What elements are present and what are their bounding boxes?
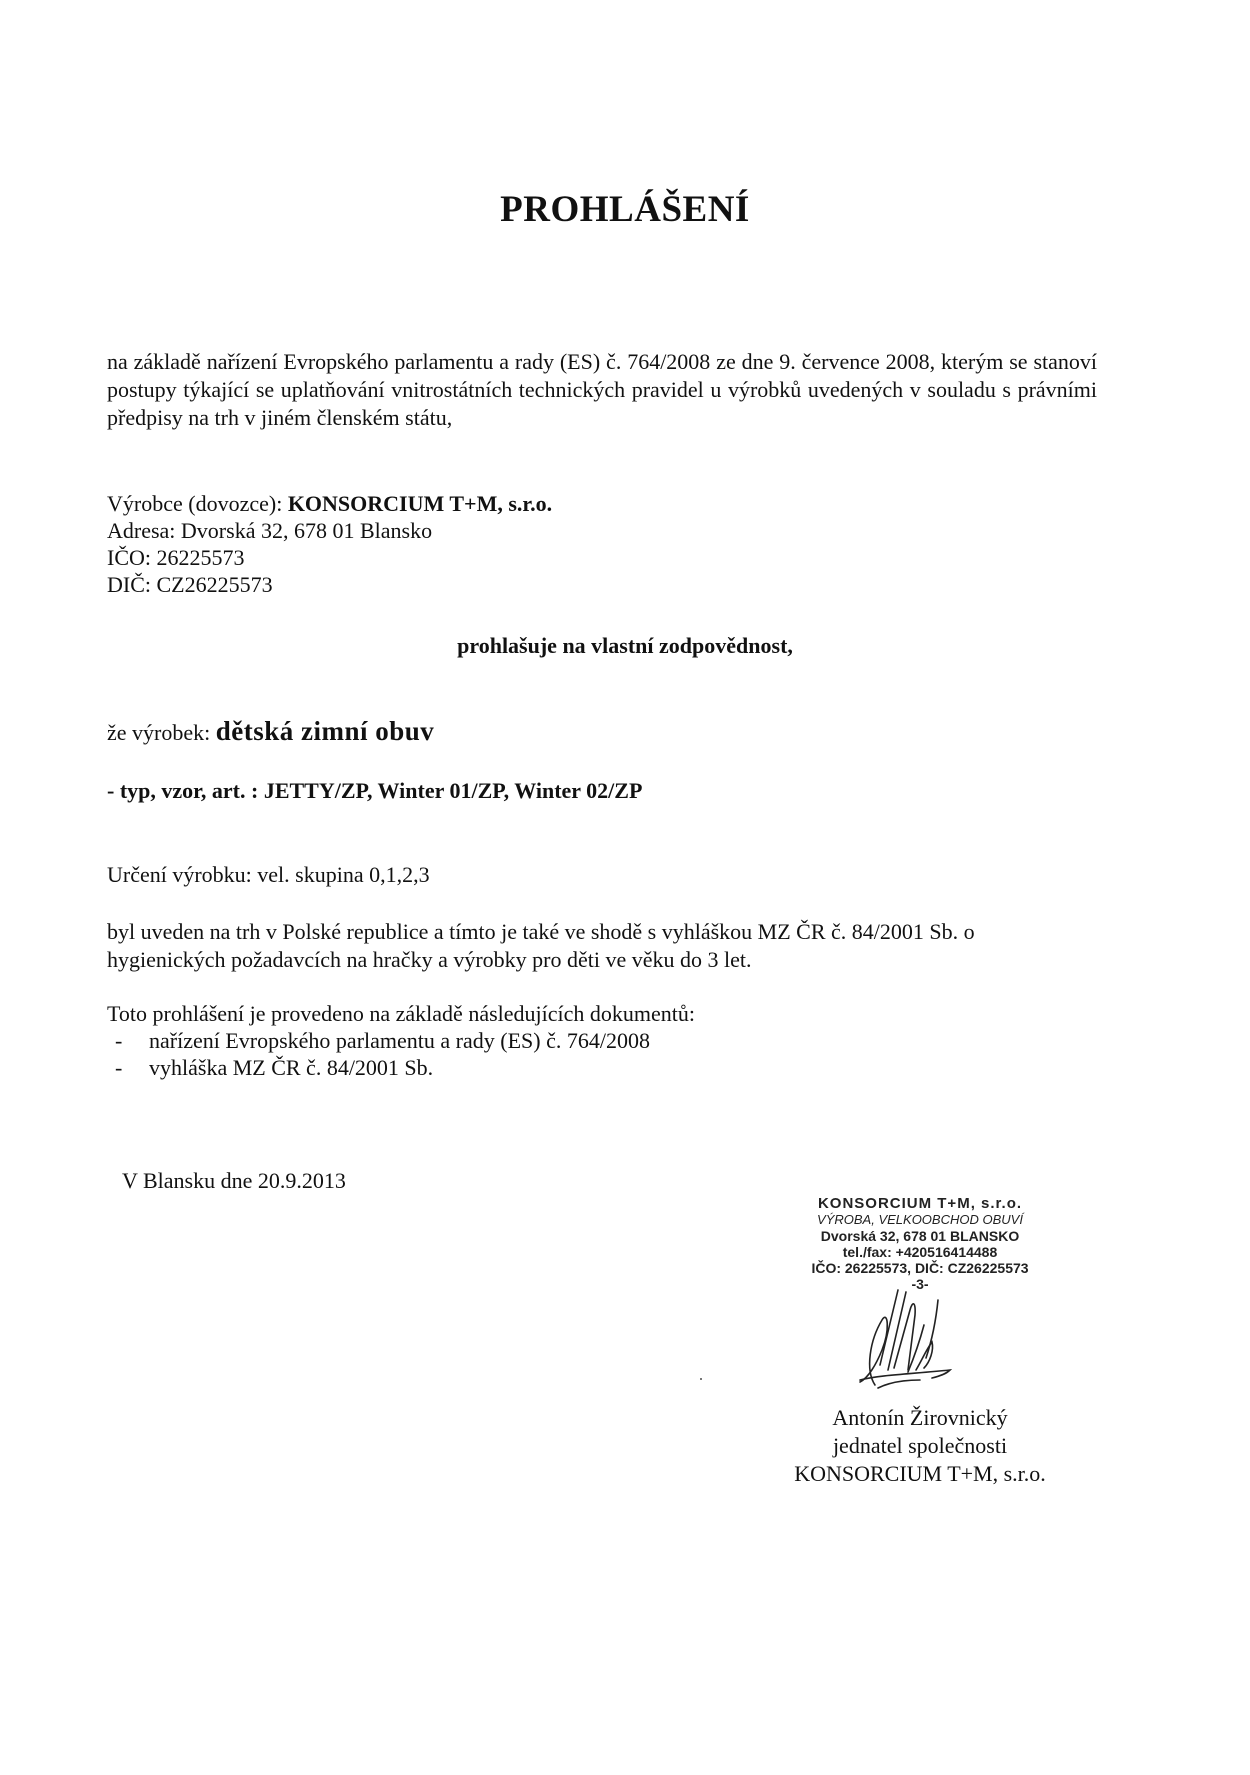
type-row [107, 778, 642, 804]
list-item: - nařízení Evropského parlamentu a rady (ES) č. 764/2008 [107, 1027, 695, 1054]
manufacturer-row [107, 490, 552, 517]
type-label: - typ, vzor, art. : [107, 778, 259, 803]
market-paragraph: byl uveden na trh v Polské republice a tímto je také ve shodě s vyhláškou MZ ČR č. 84/2001 Sb. o hygienických požadavcích na hračky a výrobky pro děti ve věku do 3 let. [107, 919, 975, 972]
manufacturer-info [107, 490, 552, 598]
stamp-line: tel./fax: +420516414488 [842, 1244, 998, 1260]
ico-label: IČO: [107, 545, 151, 570]
signatory-company: KONSORCIUM T+M, s.r.o. [794, 1461, 1046, 1486]
documents-intro: Toto prohlášení je provedeno na základě následujících dokumentů: [107, 1001, 695, 1026]
stray-mark [700, 1378, 702, 1380]
documents-section [107, 1000, 695, 1081]
intro-paragraph: na základě nařízení Evropského parlamentu a rady (ES) č. 764/2008 ze dne 9. července 2008, kterým se stanoví postupy týkající se uplatňování vnitrostátních technických pravidel u výrobků uvedených v souladu s právními předpisy na trh v jiném členském státu, [107, 349, 1097, 430]
product-name: dětská zimní obuv [215, 716, 435, 746]
manufacturer-name: KONSORCIUM T+M, s.r.o. [287, 491, 553, 516]
type-value: JETTY/ZP, Winter 01/ZP, Winter 02/ZP [263, 778, 643, 803]
product-row [107, 716, 434, 747]
signature-icon [820, 1270, 980, 1400]
signatory-name: Antonín Žirovnický [832, 1405, 1008, 1430]
address-value: Dvorská 32, 678 01 Blansko [180, 518, 433, 543]
stamp-line: KONSORCIUM T+M, s.r.o. [817, 1195, 1023, 1212]
documents-list [107, 1027, 695, 1081]
manufacturer-label: Výrobce (dovozce): [107, 491, 283, 516]
signatory-role: jednatel společnosti [832, 1433, 1008, 1458]
address-row [107, 517, 552, 544]
address-label: Adresa: [107, 518, 176, 543]
signatory-block [700, 1404, 1140, 1488]
dic-value: CZ26225573 [156, 572, 273, 597]
purpose-value: vel. skupina 0,1,2,3 [257, 862, 430, 887]
purpose-label: Určení výrobku: [107, 862, 252, 887]
declaration-statement: prohlašuje na vlastní zodpovědnost, [457, 633, 793, 658]
purpose-row [107, 862, 430, 888]
ico-row [107, 544, 552, 571]
date-place: V Blansku dne 20.9.2013 [122, 1168, 346, 1193]
stamp-line: -3- [911, 1276, 929, 1292]
ico-value: 26225573 [156, 545, 245, 570]
stamp-line: VÝROBA, VELKOOBCHOD OBUVÍ [817, 1212, 1023, 1227]
product-label: že výrobek: [107, 720, 211, 745]
list-item: - vyhláška MZ ČR č. 84/2001 Sb. [107, 1054, 695, 1081]
document-title: PROHLÁŠENÍ [500, 189, 750, 230]
dic-row [107, 571, 552, 598]
stamp-line: Dvorská 32, 678 01 BLANSKO [820, 1228, 1020, 1244]
dic-label: DIČ: [107, 572, 151, 597]
stamp-line: IČO: 26225573, DIČ: CZ26225573 [811, 1260, 1029, 1276]
